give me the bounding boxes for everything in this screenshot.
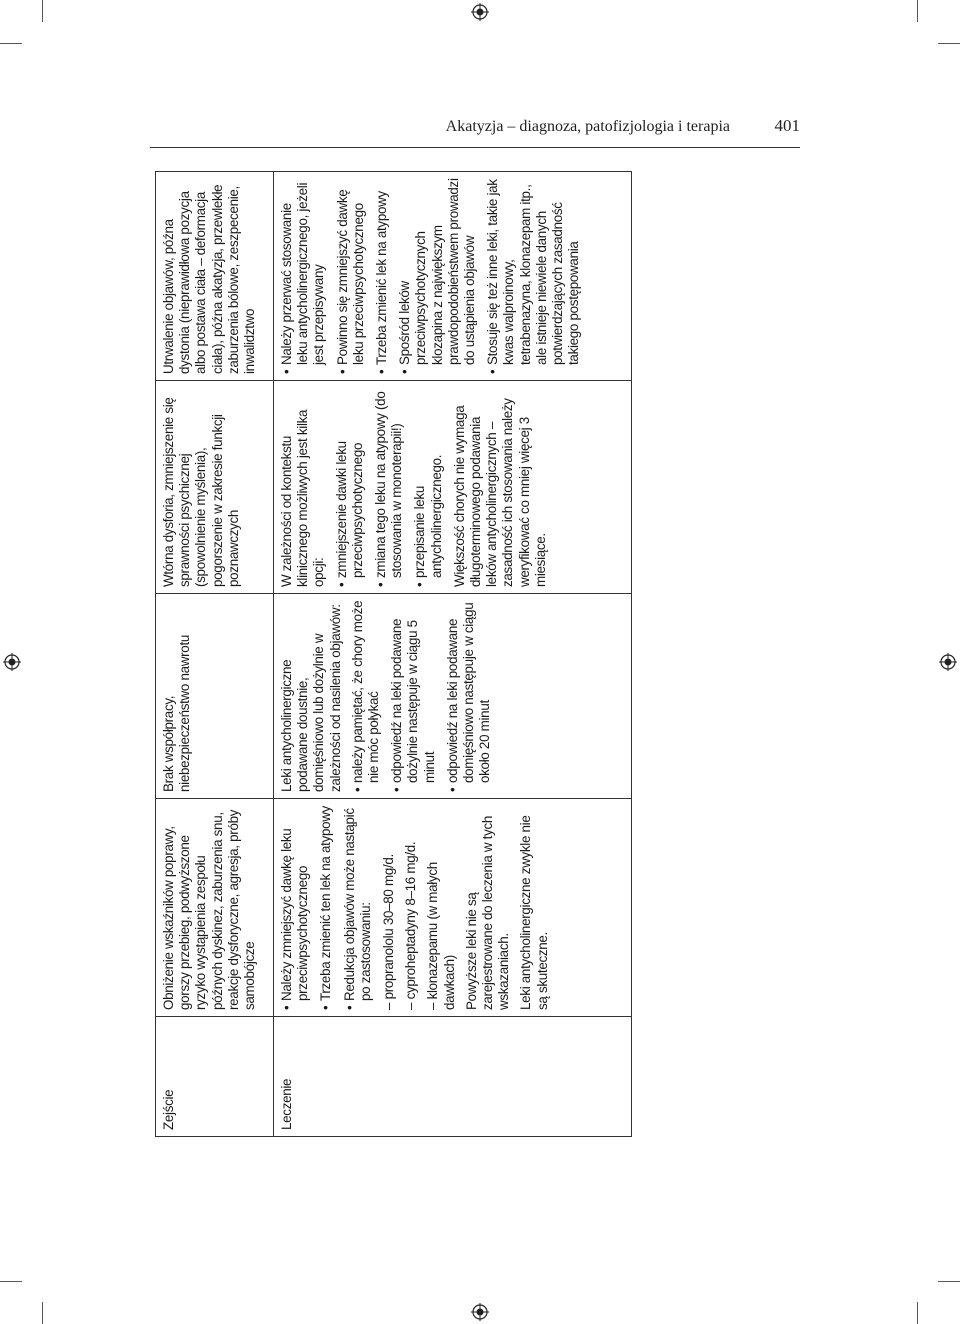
crop-mark [938, 1281, 960, 1282]
treatment-cell-4 [274, 172, 632, 381]
treatment-cell-3 [274, 381, 632, 594]
dosage-item: – klonazepamu (w małych dawkach) [425, 862, 457, 1010]
list-item: • Spośród leków przeciwpsychotycznych klozapina z największym prawdopodobieństwem prowadzi do ustąpienia objawów [397, 178, 478, 374]
registration-mark-icon [939, 653, 957, 671]
list-item: • zmiana tego leku na atypowy (do stosowania w monoterapii!) [373, 387, 405, 587]
row-label-outcome: Zejście [156, 1017, 274, 1137]
crop-mark [0, 43, 22, 44]
dosage-item: – propranololu 30–80 mg/d. [381, 854, 397, 1010]
crop-mark [42, 1302, 43, 1324]
crop-mark [917, 0, 918, 22]
crop-mark [938, 43, 960, 44]
chapter-title: Akatyzja – diagnoza, patofizjologia i terapia [445, 118, 730, 135]
row-label-treatment: Leczenie [274, 1017, 632, 1137]
running-header [150, 116, 800, 146]
crop-mark [917, 1302, 918, 1324]
registration-mark-icon [471, 1303, 489, 1321]
list-item: • Redukcja objawów może nastąpić po zastosowaniu: [342, 805, 374, 1010]
crop-mark [0, 1281, 22, 1282]
treatment-cell-2 [274, 594, 632, 799]
list-item: • Powinno się zmniejszyć dawkę leku przeciwpsychotycznego [335, 178, 367, 374]
list-item: • Stosuje się też inne leki, takie jak kwas walproinowy, tetrabenazyna, klonazepam itp., ale istnieje niewiele danych potwierdzających zasadność takiego postępowania [485, 178, 582, 374]
outcome-cell-4: Utrwalenie objawów, późna dystonia (nieprawidłowa pozycja albo postawa ciała – deformacja ciała), późna akatyzja, przewlekłe zaburzenia bólowe, zeszpecenie, inwalidztwo [156, 172, 274, 381]
list-item: • zmniejszenie dawki leku przeciwpsychotycznego [334, 387, 366, 587]
page-number: 401 [774, 116, 800, 135]
treatment-cell-1 [274, 799, 632, 1017]
registration-mark-icon [471, 3, 489, 21]
outcome-cell-2: Brak współpracy, niebezpieczeństwo nawrotu [156, 594, 274, 799]
note-paragraph: Powyższe leki nie są zarejestrowane do leczenia w tych wskazaniach. [463, 815, 512, 1010]
dosage-item: – cyproheptadyny 8–16 mg/d. [403, 841, 419, 1010]
list-item: • Należy przerwać stosowanie leku antycholinergicznego, jeżeli jest przepisywany [279, 178, 328, 374]
list-item: • odpowiedź na leki podawane dożylnie następuje w ciągu 5 minut [389, 600, 438, 792]
note-paragraph: Leki antycholinergiczne zwykle nie są skuteczne. [518, 815, 550, 1010]
note-paragraph: Większość chorych nie wymaga długoterminowego podawania leków antycholinergicznych – zasadność ich stosowania należy weryfikować co mniej więcej 3 miesiące. [451, 398, 548, 587]
outcome-cell-3: Wtórna dysforia, zmniejszenie się sprawności psychicznej (spowolnienie myślenia), pogorszenie w zakresie funkcji poznawczych [156, 381, 274, 594]
list-item: • przepisanie leku antycholinergicznego. [412, 387, 444, 587]
registration-mark-icon [3, 653, 21, 671]
intro-paragraph: W zależności od kontekstu klinicznego możliwych jest kilka opcji: [279, 409, 327, 587]
intro-paragraph: Leki antycholinergiczne podawane doustnie, domięśniowo lub dożylnie w zależności od nasilenia objawów: [279, 604, 343, 792]
list-item: • odpowiedź na leki podawane domięśniowo następuje w ciągu około 20 minut [445, 600, 494, 792]
comparison-table [155, 171, 632, 1137]
rotated-table-container [155, 172, 632, 1137]
outcome-cell-1: Obniżenie wskaźników poprawy, gorszy przebieg, podwyższone ryzyko wystąpienia zespołu późnych dyskinez, zaburzenia snu, reakcje dysforyczne, agresja, próby samobójcze [156, 799, 274, 1017]
table-row-treatment [274, 172, 632, 1137]
list-item: • Trzeba zmienić ten lek na atypowy [318, 805, 334, 1010]
crop-mark [42, 0, 43, 22]
list-item: • należy pamiętać, że chory może nie móc połykać [350, 600, 382, 792]
table-row-outcome [156, 172, 274, 1137]
list-item: • Należy zmniejszyć dawkę leku przeciwpsychotycznego [279, 805, 311, 1010]
header-rule [150, 147, 800, 148]
list-item: • Trzeba zmienić lek na atypowy [374, 178, 390, 374]
